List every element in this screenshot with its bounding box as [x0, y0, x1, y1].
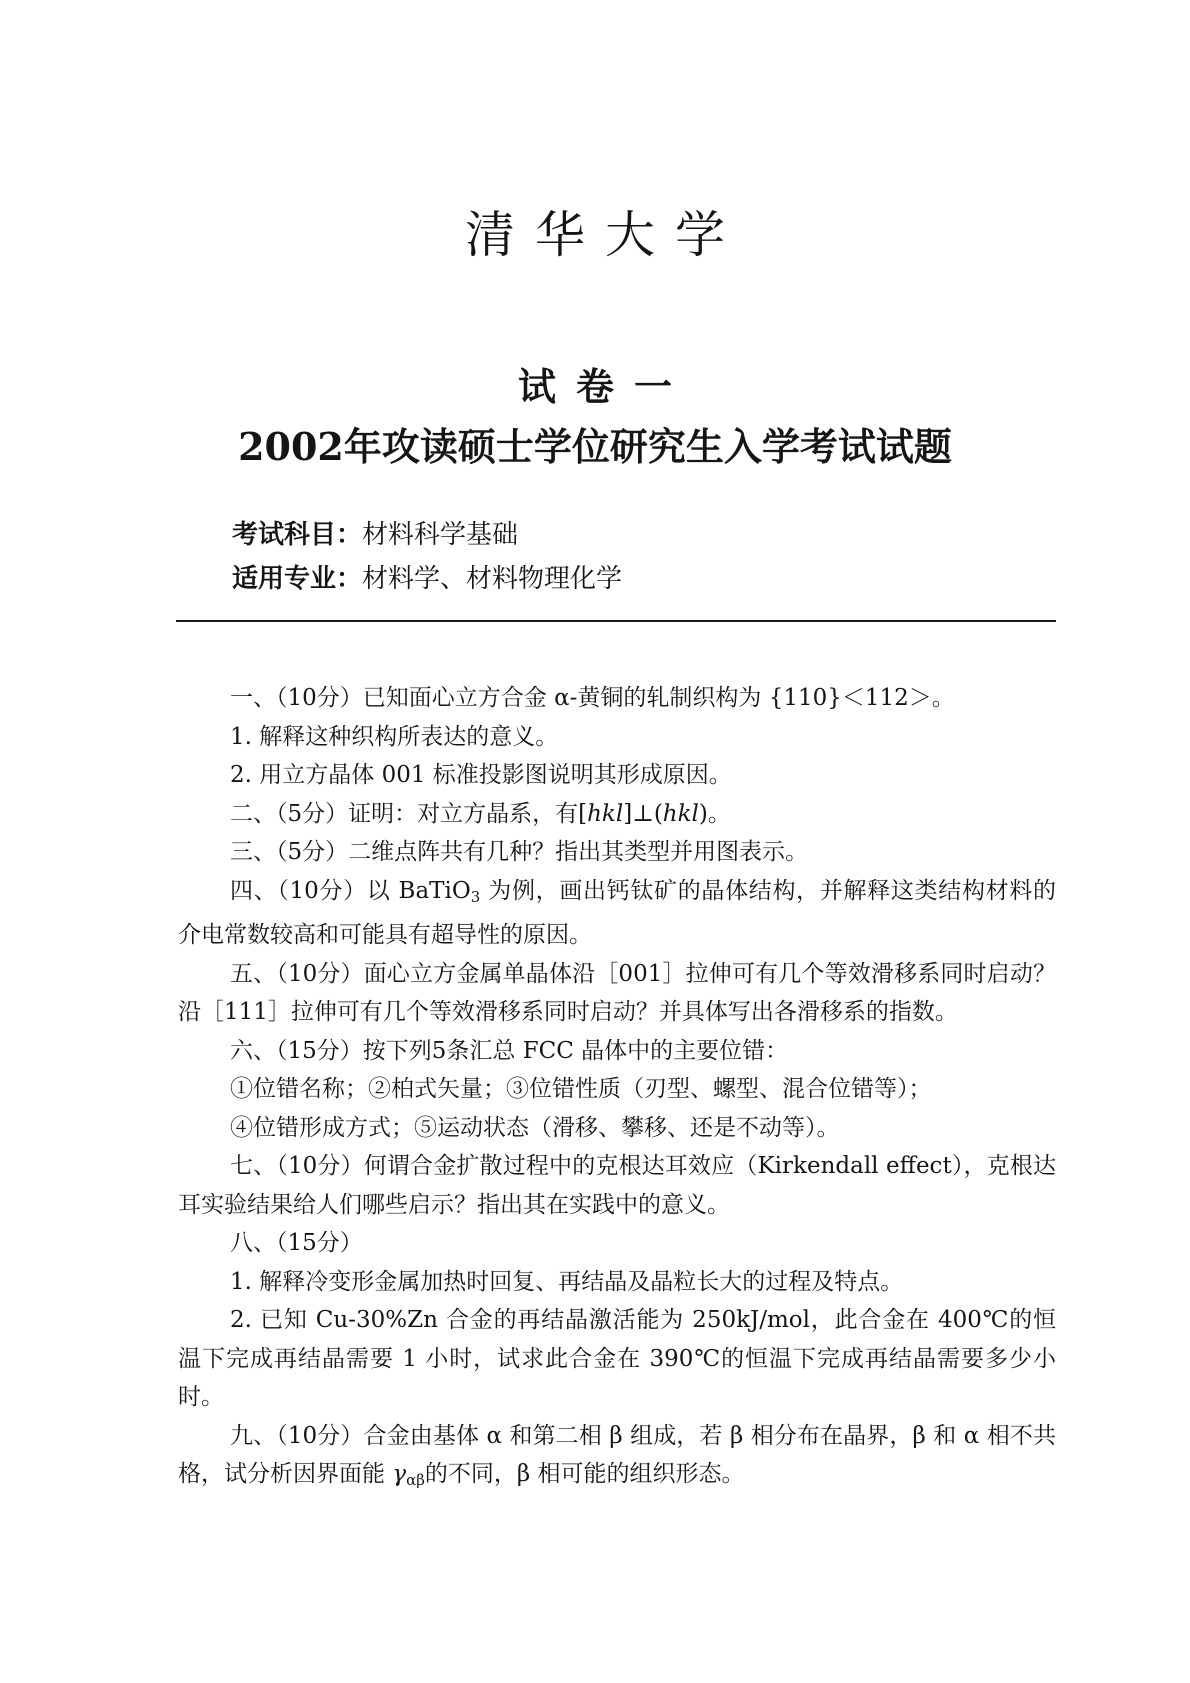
question-9 — [178, 1417, 1056, 1500]
question-4-text-b: 为例，画出钙钛矿的晶体结构，并解释这类结构材料的介电常数较高和可能具有超导性的原因。 — [178, 877, 1056, 948]
question-2-hkl-direction: hkl — [587, 800, 624, 827]
question-2-text-b: ]⊥( — [623, 800, 663, 827]
question-2-text-a: 二、（5分）证明：对立方晶系，有[ — [230, 800, 588, 827]
question-8-item-2: 2. 已知 Cu-30%Zn 合金的再结晶激活能为 250kJ/mol，此合金在 400℃的恒温下完成再结晶需要 1 小时，试求此合金在 390℃的恒温下完成再结晶需要多少小时。 — [178, 1307, 1056, 1410]
question-1-item-2: 2. 用立方晶体 001 标准投影图说明其形成原因。 — [230, 762, 732, 788]
applicable-major-value: 材料学、材料物理化学 — [362, 564, 623, 594]
question-7: 七、（10分）何谓合金扩散过程中的克根达耳效应（Kirkendall effect），克根达耳实验结果给人们哪些启示？指出其在实践中的意义。 — [178, 1153, 1056, 1218]
question-8-item-1: 1. 解释冷变形金属加热时回复、再结晶及晶粒长大的过程及特点。 — [230, 1268, 904, 1295]
question-6-stem: 六、（15分）按下列5条汇总 FCC 晶体中的主要位错： — [230, 1037, 789, 1064]
question-list — [178, 679, 1056, 1500]
header-divider — [176, 620, 1056, 622]
question-1-stem: 一、（10分）已知面心立方合金 α-黄铜的轧制织构为 {110}＜112＞。 — [230, 685, 955, 711]
applicable-major-label: 适用专业： — [232, 564, 363, 594]
university-name: 清华大学 — [465, 206, 745, 264]
question-5: 五、（10分）面心立方金属单晶体沿［001］拉伸可有几个等效滑移系同时启动？沿［111］拉伸可有几个等效滑移系同时启动？并具体写出各滑移系的指数。 — [178, 960, 1056, 1025]
applicable-major — [232, 561, 622, 597]
question-4-subscript: 3 — [470, 887, 481, 906]
question-9-gamma-subscript: αβ — [406, 1471, 425, 1489]
question-9-gamma: γ — [392, 1461, 407, 1487]
exam-subject — [232, 517, 518, 553]
question-3: 三、（5分）二维点阵共有几种？指出其类型并用图表示。 — [230, 839, 809, 865]
question-4 — [178, 872, 1056, 955]
exam-title: 2002年攻读硕士学位研究生入学考试试题 — [238, 424, 952, 469]
paper-number: 试卷一 — [517, 364, 692, 409]
question-2-text-c: )。 — [698, 800, 731, 827]
exam-subject-value: 材料科学基础 — [362, 520, 519, 550]
question-9-text-a: 九、（10分）合金由基体 α 和第二相 β 组成，若 β 相分布在晶界，β 和 α 相不共格，试分析因界面能 — [178, 1422, 1056, 1487]
question-6-line-1: ①位错名称；②柏式矢量；③位错性质（刃型、螺型、混合位错等）； — [230, 1076, 932, 1102]
question-8-stem: 八、（15分） — [230, 1230, 363, 1256]
exam-subject-label: 考试科目： — [232, 520, 363, 550]
question-6-line-2: ④位错形成方式；⑤运动状态（滑移、攀移、还是不动等）。 — [230, 1114, 840, 1141]
question-2 — [178, 795, 1056, 834]
question-9-text-b: 的不同，β 相可能的组织形态。 — [424, 1461, 745, 1487]
question-4-text-a: 四、（10分）以 BaTiO — [230, 877, 471, 904]
question-2-hkl-plane: hkl — [662, 800, 699, 827]
question-1-item-1: 1. 解释这种织构所表达的意义。 — [230, 723, 559, 750]
